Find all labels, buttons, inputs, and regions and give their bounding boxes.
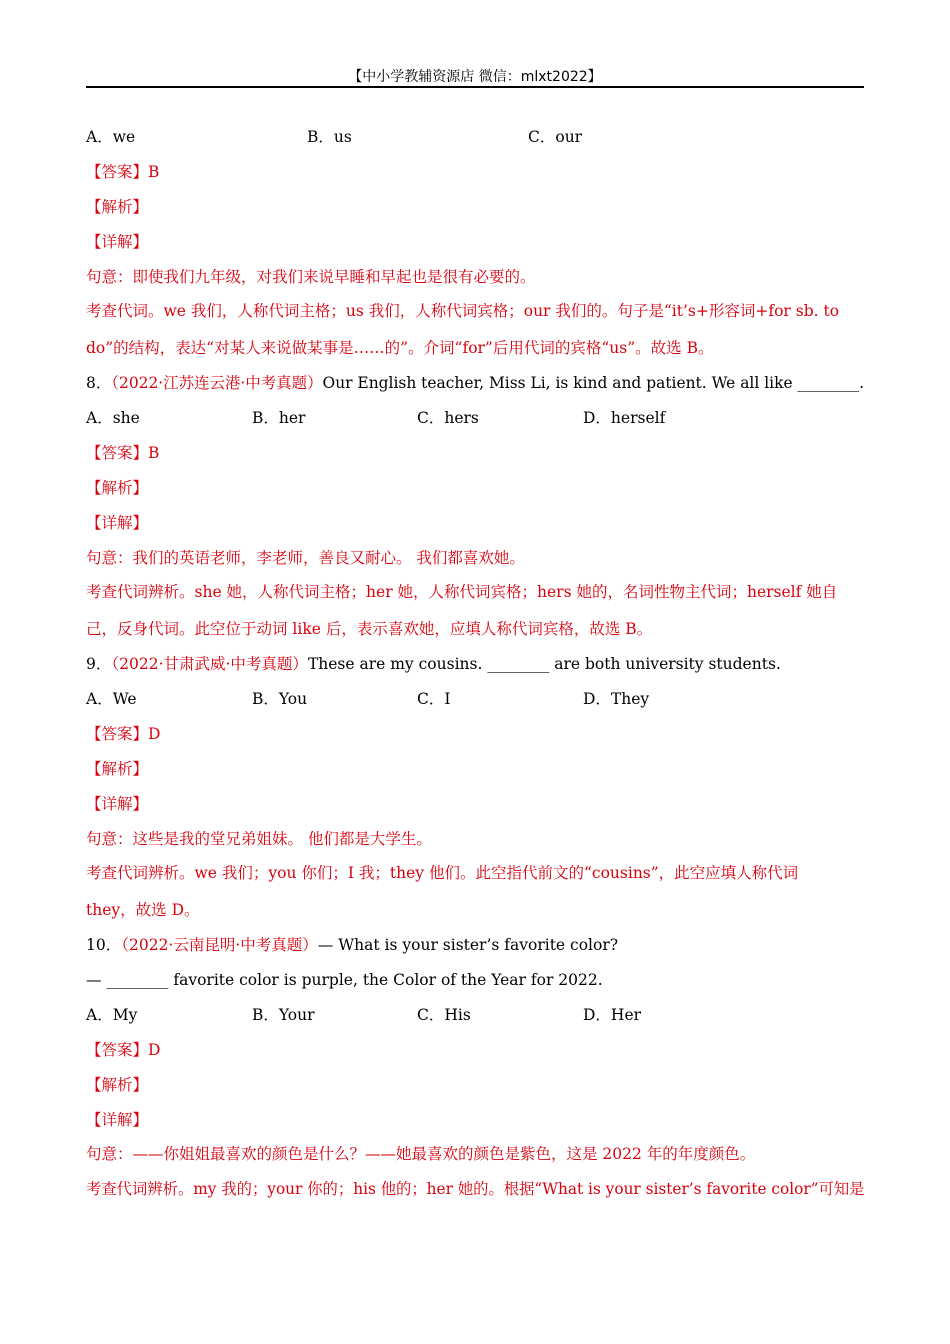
q10-option-b: B．Your (252, 1006, 315, 1024)
q10-meaning: 句意：——你姐姐最喜欢的颜色是什么？——她最喜欢的颜色是紫色，这是 2022 年的年度颜色。 (86, 1145, 756, 1163)
q7-option-c: C．our (528, 128, 583, 146)
q7-meaning: 句意：即使我们九年级，对我们来说早睡和早起也是很有必要的。 (86, 268, 536, 286)
q9-stem (86, 654, 781, 674)
q8-option-a: A．she (86, 409, 140, 427)
q8-number: 8． (86, 374, 112, 392)
q8-xiangjie-label: 【详解】 (86, 514, 149, 532)
q10-option-a: A．My (86, 1006, 138, 1024)
q8-option-d: D．herself (583, 409, 666, 427)
q8-stem (86, 373, 864, 393)
q8-option-b: B．her (252, 409, 306, 427)
q8-question: Our English teacher, Miss Li, is kind and patient. We all like ________. (322, 374, 865, 392)
page-header: 【中小学教辅资源店 微信：mlxt2022】 (348, 69, 602, 85)
q9-number: 9． (86, 655, 112, 673)
q10-answer: 【答案】D (86, 1041, 161, 1059)
q9-option-a: A．We (86, 690, 137, 708)
header-divider (86, 86, 864, 88)
q9-xiangjie-label: 【详解】 (86, 795, 149, 813)
q9-option-d: D．They (583, 690, 650, 708)
q9-meaning: 句意：这些是我的堂兄弟姐妹。 他们都是大学生。 (86, 830, 432, 848)
q7-analysis-line2: do”的结构，表达“对某人来说做某事是……的”。介词“for”后用代词的宾格“us”。故选 B。 (86, 339, 714, 357)
q9-question: These are my cousins. ________ are both university students. (307, 655, 781, 673)
q9-option-c: C．I (417, 690, 451, 708)
q8-source: （2022·江苏连云港·中考真题） (111, 374, 323, 392)
q7-xiangjie-label: 【详解】 (86, 233, 149, 251)
q9-jiexi-label: 【解析】 (86, 760, 149, 778)
q9-option-b: B．You (252, 690, 308, 708)
q7-jiexi-label: 【解析】 (86, 198, 149, 216)
q8-jiexi-label: 【解析】 (86, 479, 149, 497)
q8-meaning: 句意：我们的英语老师，李老师，善良又耐心。 我们都喜欢她。 (86, 549, 525, 567)
q10-jiexi-label: 【解析】 (86, 1076, 149, 1094)
q9-source: （2022·甘肃武威·中考真题） (111, 655, 308, 673)
q10-number: 10． (86, 936, 122, 954)
q7-option-a: A．we (86, 128, 136, 146)
q10-option-c: C．His (417, 1006, 471, 1024)
q8-analysis-line1: 考查代词辨析。she 她，人称代词主格；her 她，人称代词宾格；hers 她的，名词性物主代词；herself 她自 (86, 583, 838, 601)
q9-analysis-line2: they，故选 D。 (86, 901, 200, 919)
q10-analysis-line1: 考查代词辨析。my 我的；your 你的；his 他的；her 她的。根据“What is your sister’s favorite color”可知是 (86, 1180, 865, 1198)
q10-option-d: D．Her (583, 1006, 642, 1024)
q9-answer: 【答案】D (86, 725, 161, 743)
q10-question: — What is your sister’s favorite color? (317, 936, 619, 954)
q9-analysis-line1: 考查代词辨析。we 我们；you 你们；I 我；they 他们。此空指代前文的“cousins”，此空应填人称代词 (86, 864, 799, 882)
q7-analysis-line1: 考查代词。we 我们，人称代词主格；us 我们，人称代词宾格；our 我们的。句子是“it’s+形容词+for sb. to (86, 302, 840, 320)
q7-option-b: B．us (307, 128, 352, 146)
q8-analysis-line2: 己，反身代词。此空位于动词 like 后，表示喜欢她，应填人称代词宾格，故选 B。 (86, 620, 653, 638)
q10-stem-line2: — ________ favorite color is purple, the Color of the Year for 2022. (86, 971, 603, 989)
q7-answer: 【答案】B (86, 163, 160, 181)
q10-xiangjie-label: 【详解】 (86, 1111, 149, 1129)
q10-source: （2022·云南昆明·中考真题） (121, 936, 318, 954)
q10-stem (86, 935, 618, 955)
q8-option-c: C．hers (417, 409, 479, 427)
q8-answer: 【答案】B (86, 444, 160, 462)
